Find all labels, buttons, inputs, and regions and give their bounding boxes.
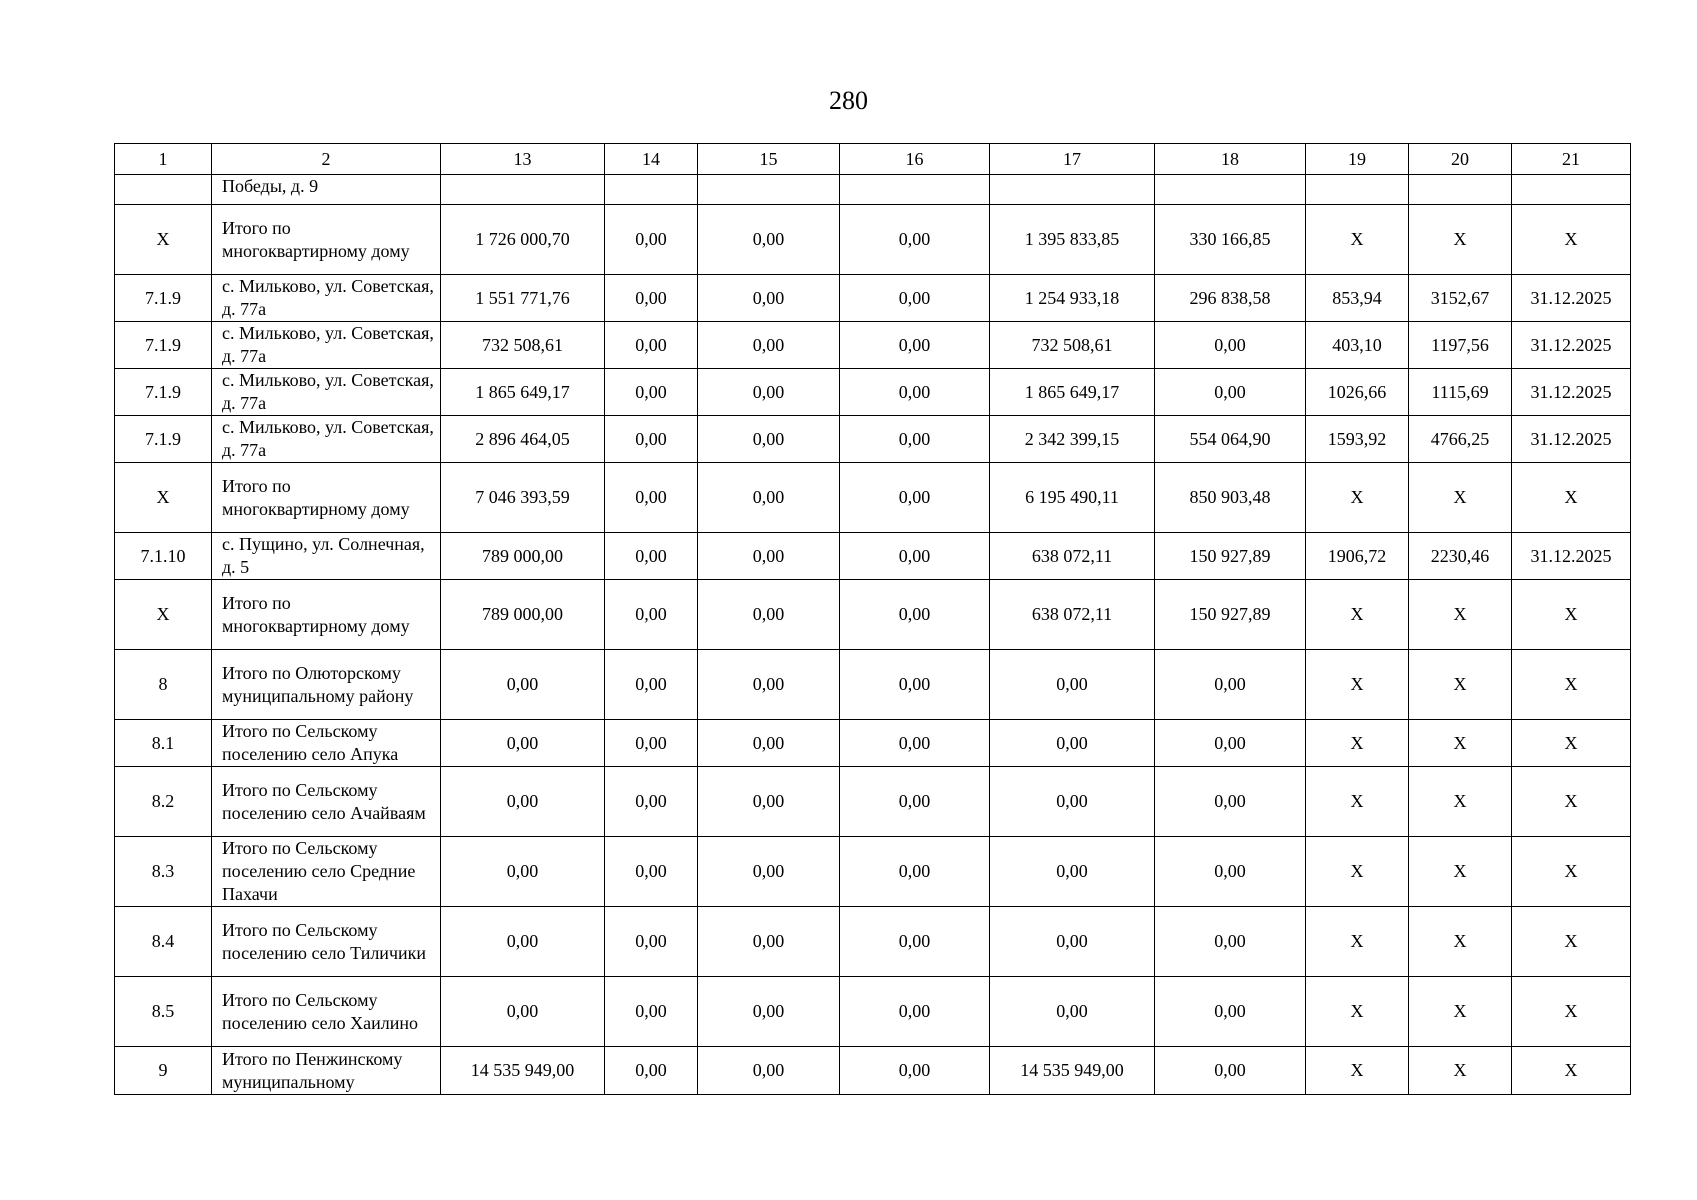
table-cell: Итого по многоквартирному дому [212,580,441,650]
table-cell: с. Пущино, ул. Солнечная, д. 5 [212,533,441,580]
table-cell: 0,00 [990,977,1155,1047]
table-row [115,1047,1631,1095]
table-cell: 0,00 [840,580,990,650]
table-cell: 0,00 [698,767,840,837]
table-cell: 0,00 [840,205,990,275]
table-cell: Итого по Сельскому поселению село Хаилино [212,977,441,1047]
table-cell: 0,00 [441,767,605,837]
table-cell: 1 551 771,76 [441,275,605,322]
table-cell: 31.12.2025 [1512,369,1631,416]
table-cell: 0,00 [605,463,698,533]
table-cell: X [115,205,212,275]
table-cell: 0,00 [698,580,840,650]
table-cell: 1 865 649,17 [441,369,605,416]
table-cell [990,175,1155,205]
table-cell: 0,00 [840,650,990,720]
table-row [115,322,1631,369]
table-cell: 0,00 [698,369,840,416]
table-cell: 14 535 949,00 [441,1047,605,1095]
table-cell: X [1409,977,1512,1047]
table-cell: 150 927,89 [1155,533,1306,580]
table-cell: 732 508,61 [990,322,1155,369]
table-cell: X [1306,720,1409,767]
table-cell: X [1306,1047,1409,1095]
table-cell: 0,00 [605,767,698,837]
table-cell: X [1409,650,1512,720]
table-cell: 0,00 [698,322,840,369]
table-cell: 31.12.2025 [1512,416,1631,463]
table-cell: X [115,580,212,650]
table-cell: 0,00 [605,205,698,275]
table-cell: X [1409,205,1512,275]
table-cell [441,175,605,205]
table-cell: X [1306,463,1409,533]
table-cell: X [1409,767,1512,837]
table-cell: 0,00 [1155,977,1306,1047]
table-cell: 638 072,11 [990,580,1155,650]
column-header: 15 [698,144,840,175]
table-row [115,720,1631,767]
table-cell: X [1512,463,1631,533]
table-cell: 850 903,48 [1155,463,1306,533]
table-cell: 0,00 [840,767,990,837]
table-cell: 0,00 [698,977,840,1047]
table-cell: 0,00 [840,907,990,977]
table-cell: X [1306,767,1409,837]
table-cell: 0,00 [605,650,698,720]
table-cell: 8.3 [115,837,212,907]
table-cell: 2 896 464,05 [441,416,605,463]
table-cell: 0,00 [1155,1047,1306,1095]
table-cell: 7.1.9 [115,322,212,369]
table-cell: X [1512,580,1631,650]
table-cell: 8 [115,650,212,720]
table-cell: 0,00 [698,463,840,533]
table-cell: X [1409,720,1512,767]
table-cell: 789 000,00 [441,580,605,650]
table-cell: X [1409,463,1512,533]
table-cell: 0,00 [698,1047,840,1095]
table-cell [1155,175,1306,205]
table-cell: 0,00 [990,650,1155,720]
column-header: 14 [605,144,698,175]
table-cell: X [1306,977,1409,1047]
table-cell: 0,00 [605,275,698,322]
table-cell: 0,00 [605,416,698,463]
table-cell: 0,00 [605,837,698,907]
table-cell: 31.12.2025 [1512,533,1631,580]
table-cell: 1906,72 [1306,533,1409,580]
table-cell: Итого по Сельскому поселению село Тиличики [212,907,441,977]
table-cell: 0,00 [840,369,990,416]
table-cell: 7.1.9 [115,369,212,416]
table-cell: с. Мильково, ул. Советская, д. 77а [212,416,441,463]
table-cell: 0,00 [840,533,990,580]
table-row [115,650,1631,720]
column-header: 13 [441,144,605,175]
column-header: 16 [840,144,990,175]
table-cell: 0,00 [605,580,698,650]
column-header: 19 [1306,144,1409,175]
table-cell: Итого по многоквартирному дому [212,205,441,275]
table-cell: 0,00 [605,369,698,416]
table-cell: 0,00 [840,720,990,767]
table-cell: 14 535 949,00 [990,1047,1155,1095]
table-cell [115,175,212,205]
table-cell: 3152,67 [1409,275,1512,322]
table-cell: 0,00 [441,837,605,907]
table-cell: X [1409,837,1512,907]
table-cell: X [1306,580,1409,650]
table-row [115,977,1631,1047]
table-cell: X [1512,977,1631,1047]
table-cell: 150 927,89 [1155,580,1306,650]
table-cell: 1 726 000,70 [441,205,605,275]
table-cell: 31.12.2025 [1512,275,1631,322]
table-header-row [115,144,1631,175]
table-cell: 296 838,58 [1155,275,1306,322]
table-cell: Итого по многоквартирному дому [212,463,441,533]
table-cell [605,175,698,205]
table-cell: X [1512,907,1631,977]
table-cell: 8.5 [115,977,212,1047]
table-cell: 0,00 [698,720,840,767]
table-cell: 2 342 399,15 [990,416,1155,463]
table-cell: X [1306,837,1409,907]
table-cell: 1 254 933,18 [990,275,1155,322]
table-cell: 330 166,85 [1155,205,1306,275]
table-cell: 0,00 [990,907,1155,977]
table-cell: X [1409,1047,1512,1095]
table-cell: X [1306,650,1409,720]
table-cell: 0,00 [1155,322,1306,369]
table-cell: 2230,46 [1409,533,1512,580]
table-cell: 789 000,00 [441,533,605,580]
table-cell: 1593,92 [1306,416,1409,463]
table-cell: 0,00 [441,977,605,1047]
table-cell: 0,00 [605,977,698,1047]
table-cell: 0,00 [698,650,840,720]
table-cell: 0,00 [990,720,1155,767]
table-cell: 4766,25 [1409,416,1512,463]
column-header: 20 [1409,144,1512,175]
table-cell: X [1512,767,1631,837]
table-cell: 1197,56 [1409,322,1512,369]
table-cell: 1 865 649,17 [990,369,1155,416]
table-cell [1409,175,1512,205]
table-row [115,767,1631,837]
table-cell: X [1512,1047,1631,1095]
table-cell: 6 195 490,11 [990,463,1155,533]
table-cell: с. Мильково, ул. Советская, д. 77а [212,369,441,416]
table-row [115,175,1631,205]
table-cell: X [1409,580,1512,650]
table-row [115,369,1631,416]
table-row [115,205,1631,275]
column-header: 21 [1512,144,1631,175]
table-cell: 8.2 [115,767,212,837]
table-row [115,533,1631,580]
table-cell: 0,00 [840,322,990,369]
column-header: 2 [212,144,441,175]
table-cell: 7 046 393,59 [441,463,605,533]
table-row [115,907,1631,977]
table-cell: 7.1.9 [115,275,212,322]
table-cell: X [1512,205,1631,275]
table-cell: 7.1.10 [115,533,212,580]
table-row [115,580,1631,650]
table-cell: 0,00 [698,205,840,275]
table-cell: X [1512,650,1631,720]
table-cell: 0,00 [605,907,698,977]
table-row [115,416,1631,463]
table-cell: 0,00 [605,533,698,580]
table-cell: X [1512,720,1631,767]
column-header: 18 [1155,144,1306,175]
table-cell: 0,00 [840,1047,990,1095]
table-cell: X [115,463,212,533]
table-cell: 8.4 [115,907,212,977]
table-cell: 31.12.2025 [1512,322,1631,369]
table-cell: 7.1.9 [115,416,212,463]
column-header: 1 [115,144,212,175]
table-cell: 0,00 [840,275,990,322]
table-cell: 0,00 [840,977,990,1047]
table-cell: 0,00 [698,907,840,977]
table-cell: 0,00 [990,767,1155,837]
table-cell: Итого по Сельскому поселению село Ачайваям [212,767,441,837]
table-cell: 0,00 [1155,767,1306,837]
table-cell: 0,00 [441,907,605,977]
table-cell: 0,00 [698,837,840,907]
table-cell: X [1306,907,1409,977]
table-cell: 8.1 [115,720,212,767]
table-cell: Итого по Олюторскому муниципальному району [212,650,441,720]
table-cell: 0,00 [698,275,840,322]
table-cell: 638 072,11 [990,533,1155,580]
table-cell: 0,00 [1155,720,1306,767]
table-cell: 0,00 [840,463,990,533]
table-row [115,275,1631,322]
table-cell: X [1306,205,1409,275]
table-cell: X [1512,837,1631,907]
page-number: 280 [829,86,868,115]
table-cell: 403,10 [1306,322,1409,369]
table-cell: 0,00 [1155,650,1306,720]
table-cell: с. Мильково, ул. Советская, д. 77а [212,322,441,369]
table-cell: 0,00 [605,1047,698,1095]
table-cell: X [1409,907,1512,977]
table-cell: 853,94 [1306,275,1409,322]
table-cell: 0,00 [990,837,1155,907]
data-table [114,143,1631,1095]
table-cell: 0,00 [698,533,840,580]
table-cell [840,175,990,205]
table-cell: 0,00 [840,416,990,463]
table-cell: Итого по Пенжинскому муниципальному [212,1047,441,1095]
table-cell: 0,00 [1155,837,1306,907]
table-cell [698,175,840,205]
table-row [115,837,1631,907]
table-cell [1306,175,1409,205]
table-cell: 0,00 [840,837,990,907]
table-cell: Победы, д. 9 [212,175,441,205]
table-cell: 0,00 [1155,907,1306,977]
table-cell: 0,00 [698,416,840,463]
table-cell: 9 [115,1047,212,1095]
table-cell [1512,175,1631,205]
table-cell: 0,00 [1155,369,1306,416]
table-cell: 1026,66 [1306,369,1409,416]
table-row [115,463,1631,533]
table-cell: с. Мильково, ул. Советская, д. 77а [212,275,441,322]
table-cell: 1 395 833,85 [990,205,1155,275]
table-cell: 1115,69 [1409,369,1512,416]
column-header: 17 [990,144,1155,175]
table-cell: 554 064,90 [1155,416,1306,463]
table-cell: Итого по Сельскому поселению село Апука [212,720,441,767]
table-cell: 0,00 [441,720,605,767]
table-cell: 0,00 [605,322,698,369]
table-cell: 0,00 [605,720,698,767]
table-cell: 732 508,61 [441,322,605,369]
table-cell: Итого по Сельскому поселению село Средние Пахачи [212,837,441,907]
table-cell: 0,00 [441,650,605,720]
